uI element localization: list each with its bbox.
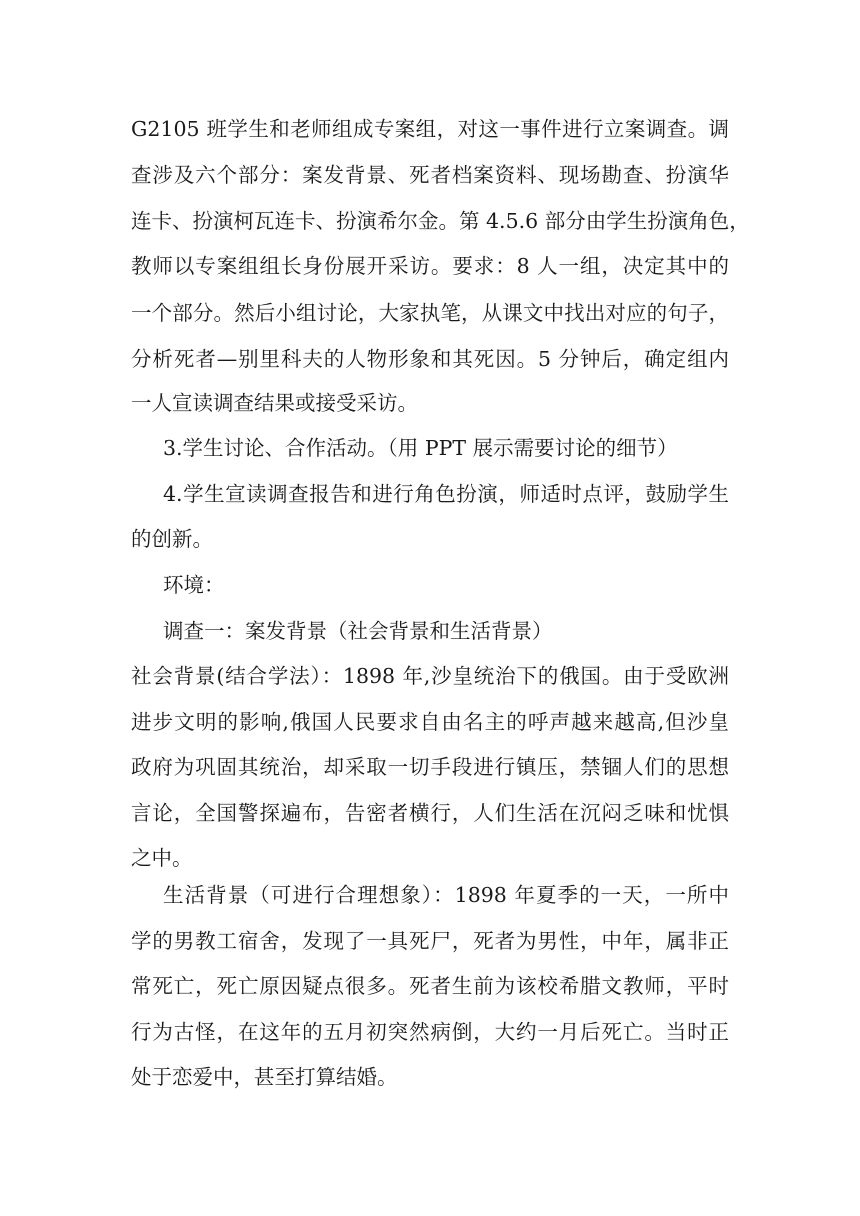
text-line: 学的男教工宿舍，发现了一具死尸，死者为男性，中年，属非正 (131, 929, 729, 953)
text-line: 查涉及六个部分：案发背景、死者档案资料、现场勘查、扮演华 (131, 163, 729, 187)
section-heading: 调查一：案发背景（社会背景和生活背景） (163, 619, 553, 643)
text-line: G2105 班学生和老师组成专案组，对这一事件进行立案调查。调 (131, 117, 729, 141)
text-line: 行为古怪，在这年的五月初突然病倒，大约一月后死亡。当时正 (131, 1020, 729, 1044)
text-line: 言论，全国警探遍布，告密者横行，人们生活在沉闷乏味和忧惧 (131, 801, 729, 825)
text-line: 政府为巩固其统治，却采取一切手段进行镇压，禁锢人们的思想 (131, 755, 729, 779)
text-line: 的创新。 (131, 527, 213, 551)
text-line: 之中。 (131, 846, 193, 870)
text-line: 3.学生讨论、合作活动。（用 PPT 展示需要讨论的细节） (163, 436, 678, 460)
text-line: 常死亡，死亡原因疑点很多。死者生前为该校希腊文教师，平时 (131, 974, 729, 998)
section-heading: 环境： (163, 573, 225, 597)
text-line: 进步文明的影响,俄国人民要求自由名主的呼声越来越高,但沙皇 (131, 710, 729, 734)
text-line: 一个部分。然后小组讨论，大家执笔，从课文中找出对应的句子， (131, 301, 729, 325)
text-line: 连卡、扮演柯瓦连卡、扮演希尔金。第 4.5.6 部分由学生扮演角色， (131, 209, 750, 233)
text-line: 处于恋爱中，甚至打算结婚。 (131, 1065, 398, 1089)
text-line: 教师以专案组组长身份展开采访。要求：8 人一组，决定其中的 (131, 254, 729, 278)
text-line: 一人宣读调查结果或接受采访。 (131, 391, 418, 415)
text-line: 生活背景（可进行合理想象）：1898 年夏季的一天，一所中 (163, 883, 729, 907)
text-line: 4.学生宣读调查报告和进行角色扮演，师适时点评，鼓励学生 (163, 482, 729, 506)
text-line: 分析死者—别里科夫的人物形象和其死因。5 分钟后，确定组内 (131, 347, 729, 371)
text-line: 社会背景(结合学法）：1898 年,沙皇统治下的俄国。由于受欧洲 (131, 664, 729, 688)
